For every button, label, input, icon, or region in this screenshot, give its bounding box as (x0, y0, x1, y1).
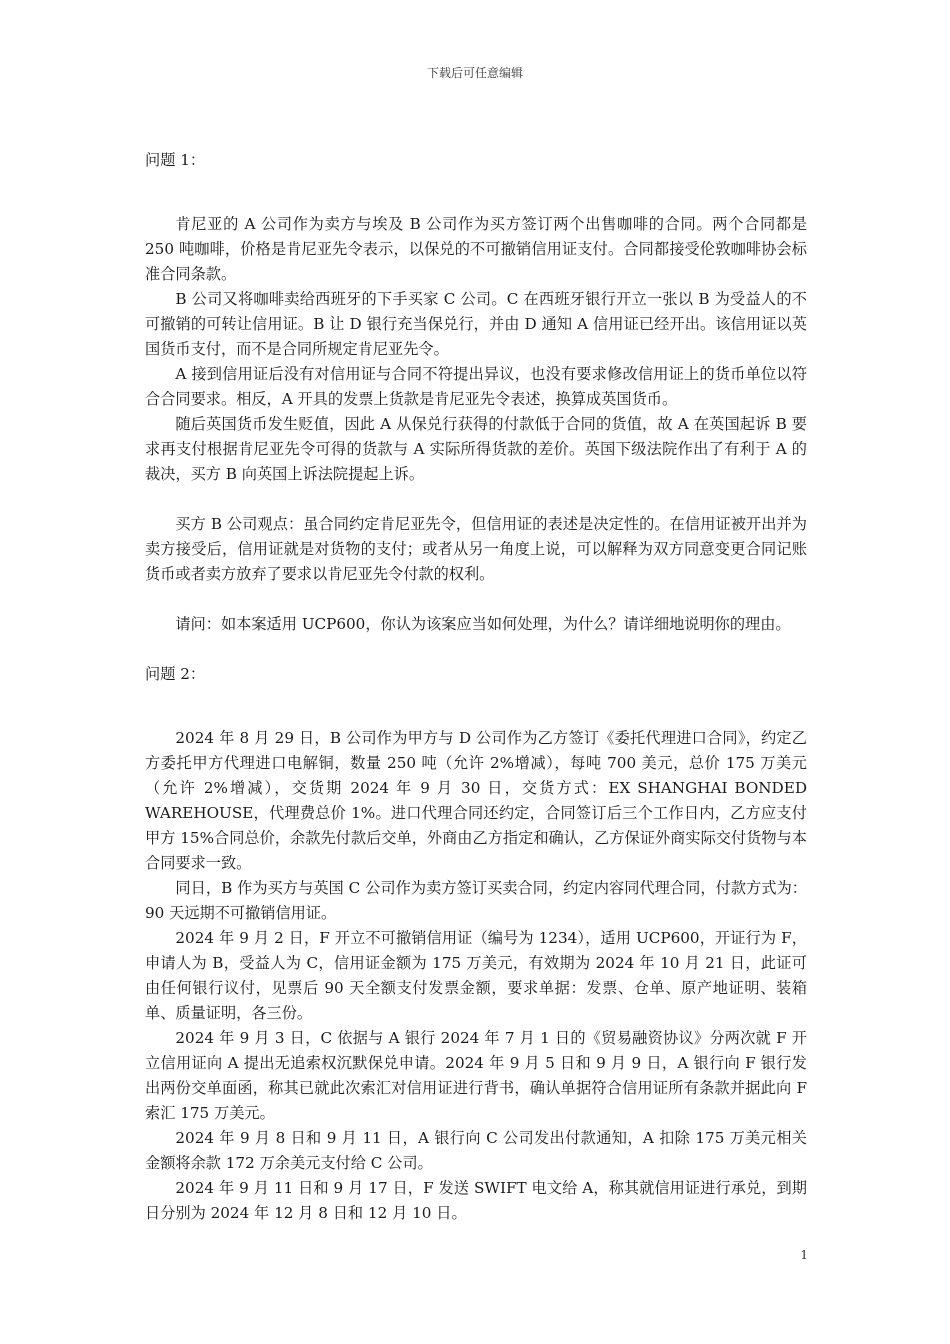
q2-paragraph-6: 2024 年 9 月 11 日和 9 月 17 日，F 发送 SWIFT 电文给 A，称其就信用证进行承兑，到期日分别为 2024 年 12 月 8 日和 12 月 10 日。 (145, 1179, 807, 1222)
q1-paragraph-4: 随后英国货币发生贬值，因此 A 从保兑行获得的付款低于合同的货值，故 A 在英国起诉 B 要求再支付根据肯尼亚先令可得的货款与 A 实际所得货款的差价。英国下级法院作出了有利于 A 的裁决，买方 B 向英国上诉法院提起上诉。 (145, 415, 807, 483)
q1-paragraph-1: 肯尼亚的 A 公司作为卖方与埃及 B 公司作为买方签订两个出售咖啡的合同。两个合同都是 250 吨咖啡，价格是肯尼亚先令表示，以保兑的不可撤销信用证支付。合同都接受伦敦咖啡协会标准合同条款。 (145, 215, 807, 283)
q1-paragraph-3: A 接到信用证后没有对信用证与合同不符提出异议，也没有要求修改信用证上的货币单位以符合合同要求。相反，A 开具的发票上货款是肯尼亚先令表述，换算成英国货币。 (145, 365, 807, 408)
page-header: 下载后可任意编辑 (426, 66, 523, 80)
q1-paragraph-2: B 公司又将咖啡卖给西班牙的下手买家 C 公司。C 在西班牙银行开立一张以 B 为受益人的不可撤销的可转让信用证。B 让 D 银行充当保兑行，并由 D 通知 A 信用证已经开出。该信用证以英国货币支付，而不是合同所规定肯尼亚先令。 (145, 290, 807, 358)
q1-buyer-view: 买方 B 公司观点：虽合同约定肯尼亚先令，但信用证的表述是决定性的。在信用证被开出并为卖方接受后，信用证就是对货物的支付；或者从另一角度上说，可以解释为双方同意变更合同记账货币或者卖方放弃了要求以肯尼亚先令付款的权利。 (145, 515, 807, 583)
q2-paragraph-3: 2024 年 9 月 2 日，F 开立不可撤销信用证（编号为 1234），适用 UCP600，开证行为 F，申请人为 B，受益人为 C，信用证金额为 175 万美元，有效期为 2024 年 10 月 21 日，此证可由任何银行议付，见票后 90 天全额支付发票金额，要求单据：发票、仓单、原产地证明、装箱单、质量证明，各三份。 (145, 929, 807, 1022)
document-body (145, 148, 807, 1226)
question-2-title: 问题 2： (145, 665, 206, 683)
q1-question: 请问：如本案适用 UCP600，你认为该案应当如何处理，为什么？请详细地说明你的理由。 (175, 615, 791, 633)
q2-paragraph-5: 2024 年 9 月 8 日和 9 月 11 日，A 银行向 C 公司发出付款通知，A 扣除 175 万美元相关金额将余款 172 万余美元支付给 C 公司。 (145, 1129, 807, 1172)
page-number: 1 (800, 1248, 808, 1262)
q2-paragraph-4: 2024 年 9 月 3 日，C 依据与 A 银行 2024 年 7 月 1 日的《贸易融资协议》分两次就 F 开立信用证向 A 提出无追索权沉默保兑申请。2024 年 9 月 5 日和 9 月 9 日，A 银行向 F 银行发出两份交单面函，称其已就此次索汇对信用证进行背书，确认单据符合信用证所有条款并据此向 F 索汇 175 万美元。 (145, 1029, 807, 1122)
q2-paragraph-1: 2024 年 8 月 29 日，B 公司作为甲方与 D 公司作为乙方签订《委托代理进口合同》，约定乙方委托甲方代理进口电解铜，数量 250 吨（允许 2%增减），每吨 700 美元，总价 175 万美元（允许 2%增减），交货期 2024 年 9 月 30 日，交货方式：EX SHANGHAI BONDED WAREHOUSE，代理费总价 1%。进口代理合同还约定，合同签订后三个工作日内，乙方应支付甲方 15%合同总价，余款先付款后交单，外商由乙方指定和确认，乙方保证外商实际交付货物与本合同要求一致。 (145, 729, 807, 872)
q2-paragraph-2: 同日，B 作为买方与英国 C 公司作为卖方签订买卖合同，约定内容同代理合同，付款方式为：90 天远期不可撤销信用证。 (145, 879, 807, 922)
question-1-title: 问题 1： (145, 151, 206, 169)
